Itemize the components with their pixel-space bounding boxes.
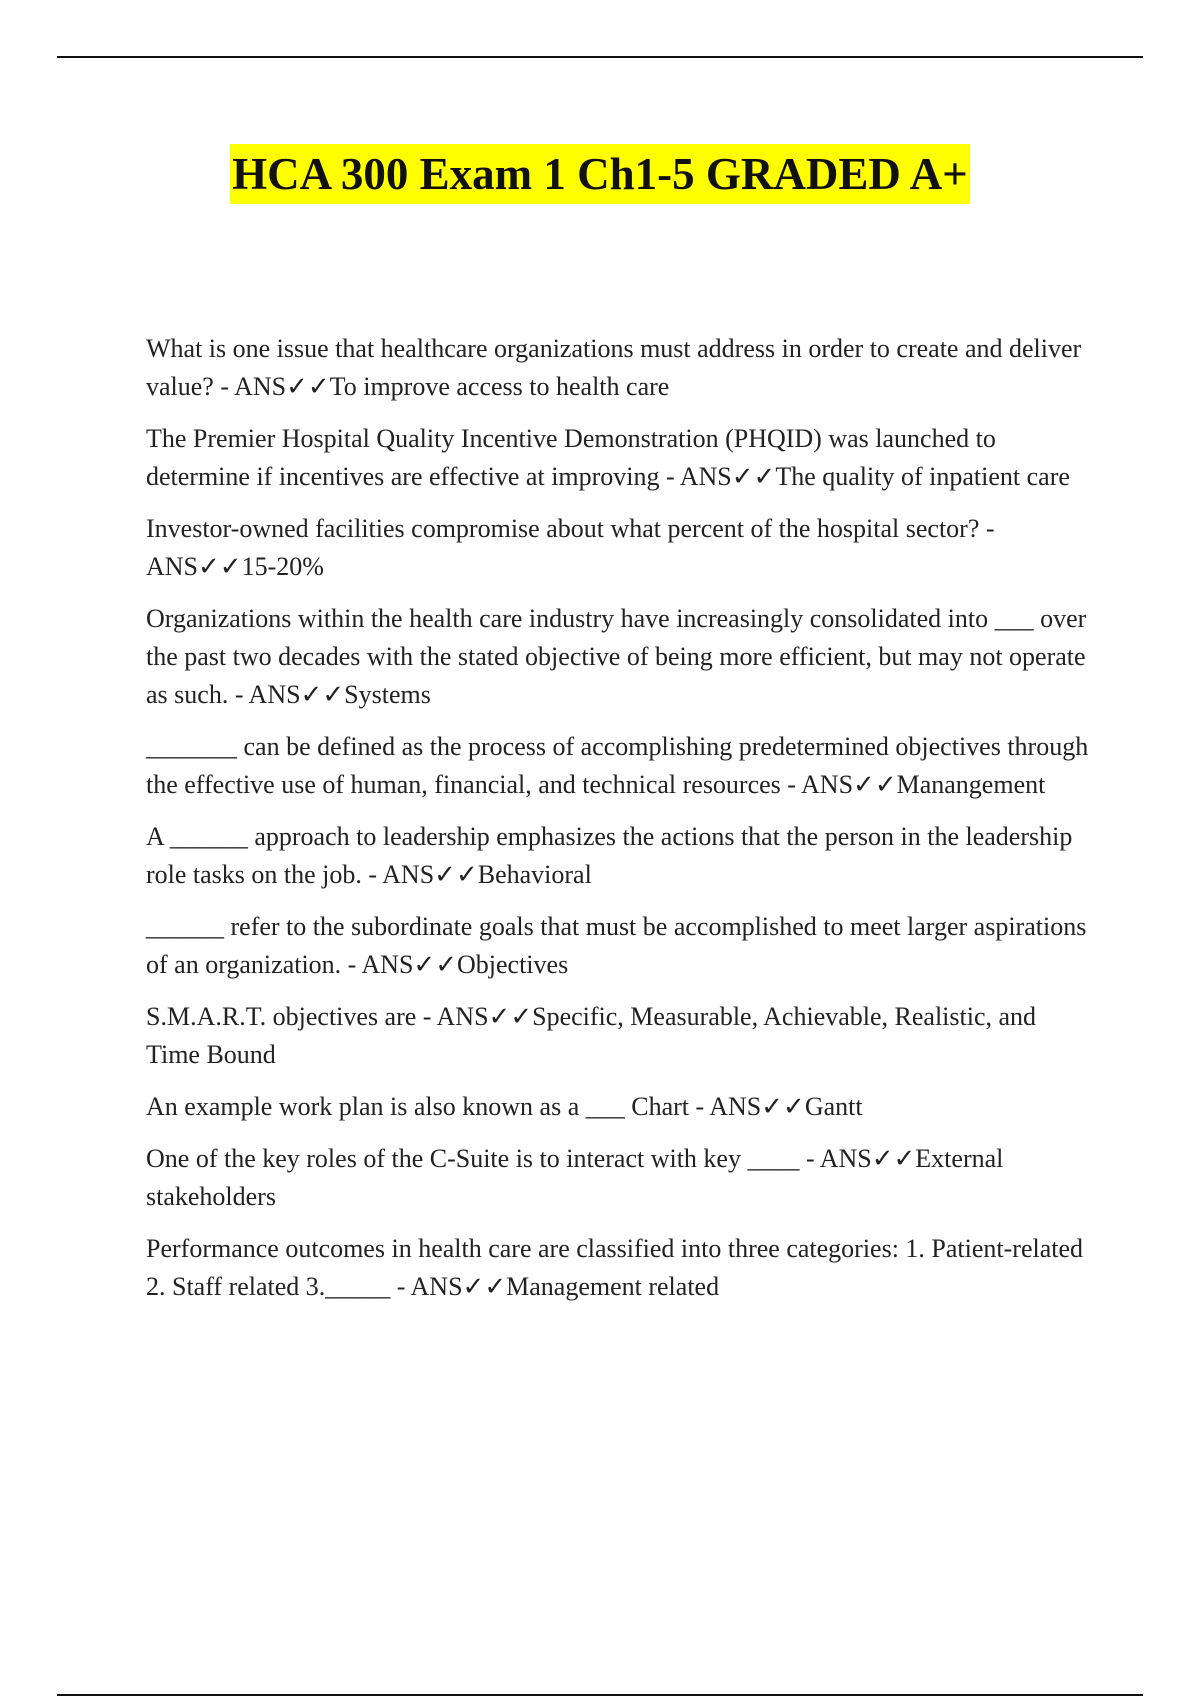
qa-item	[146, 600, 1090, 714]
bottom-divider	[57, 1694, 1143, 1696]
question-text: One of the key roles of the C-Suite is to interact with key ____ -	[146, 1144, 820, 1173]
answer-text: Gantt	[804, 1092, 863, 1121]
answer-text: Management related	[506, 1272, 720, 1301]
question-text: _______ can be defined as the process of accomplishing predetermined objectives through the effective use of human, financial, and technical resources -	[146, 732, 1089, 799]
answer-text: Specific, Measurable, Achievable, Realistic, and Time Bound	[146, 1002, 1037, 1069]
qa-item	[146, 330, 1090, 406]
qa-item	[146, 1140, 1090, 1216]
question-text: Performance outcomes in health care are classified into three categories: 1. Patient-related 2. Staff related 3._____ -	[146, 1234, 1084, 1301]
answer-marker: ANS✓✓	[679, 462, 776, 491]
question-text: An example work plan is also known as a ___ Chart -	[146, 1092, 710, 1121]
qa-item	[146, 510, 1090, 586]
answer-text: To improve access to health care	[329, 372, 670, 401]
question-text: A ______ approach to leadership emphasizes the actions that the person in the leadership role tasks on the job. -	[146, 822, 1073, 889]
qa-list	[146, 330, 1090, 1320]
qa-item	[146, 420, 1090, 496]
qa-item	[146, 1230, 1090, 1306]
question-text: ______ refer to the subordinate goals that must be accomplished to meet larger aspirations of an organization. -	[146, 912, 1087, 979]
answer-marker: ANS✓✓	[146, 552, 242, 581]
question-text: Investor-owned facilities compromise about what percent of the hospital sector? -	[146, 514, 995, 543]
question-text: Organizations within the health care industry have increasingly consolidated into ___ over the past two decades with the stated objective of being more efficient, but may not operate as such. -	[146, 604, 1087, 709]
answer-text: 15-20%	[241, 552, 324, 581]
answer-text: Objectives	[457, 950, 569, 979]
title-container	[0, 144, 1200, 204]
answer-marker: ANS✓✓	[234, 372, 330, 401]
top-divider	[57, 56, 1143, 58]
qa-item	[146, 908, 1090, 984]
document-title: HCA 300 Exam 1 Ch1-5 GRADED A+	[230, 144, 970, 204]
answer-marker: ANS✓✓	[361, 950, 457, 979]
answer-marker: ANS✓✓	[248, 680, 345, 709]
question-text: What is one issue that healthcare organizations must address in order to create and deliver value? -	[146, 334, 1082, 401]
answer-marker: ANS✓✓	[801, 770, 897, 799]
question-text: S.M.A.R.T. objectives are -	[146, 1002, 437, 1031]
answer-marker: ANS✓✓	[819, 1144, 916, 1173]
qa-item	[146, 728, 1090, 804]
answer-text: External stakeholders	[146, 1144, 1004, 1211]
answer-marker: ANS✓✓	[709, 1092, 805, 1121]
answer-marker: ANS✓✓	[436, 1002, 533, 1031]
answer-marker: ANS✓✓	[410, 1272, 507, 1301]
answer-text: Manangement	[896, 770, 1046, 799]
answer-text: Systems	[344, 680, 431, 709]
qa-item	[146, 818, 1090, 894]
question-text: The Premier Hospital Quality Incentive Demonstration (PHQID) was launched to determine if incentives are effective at improving -	[146, 424, 996, 491]
answer-text: The quality of inpatient care	[775, 462, 1070, 491]
answer-marker: ANS✓✓	[382, 860, 478, 889]
qa-item	[146, 1088, 1090, 1126]
qa-item	[146, 998, 1090, 1074]
answer-text: Behavioral	[477, 860, 592, 889]
